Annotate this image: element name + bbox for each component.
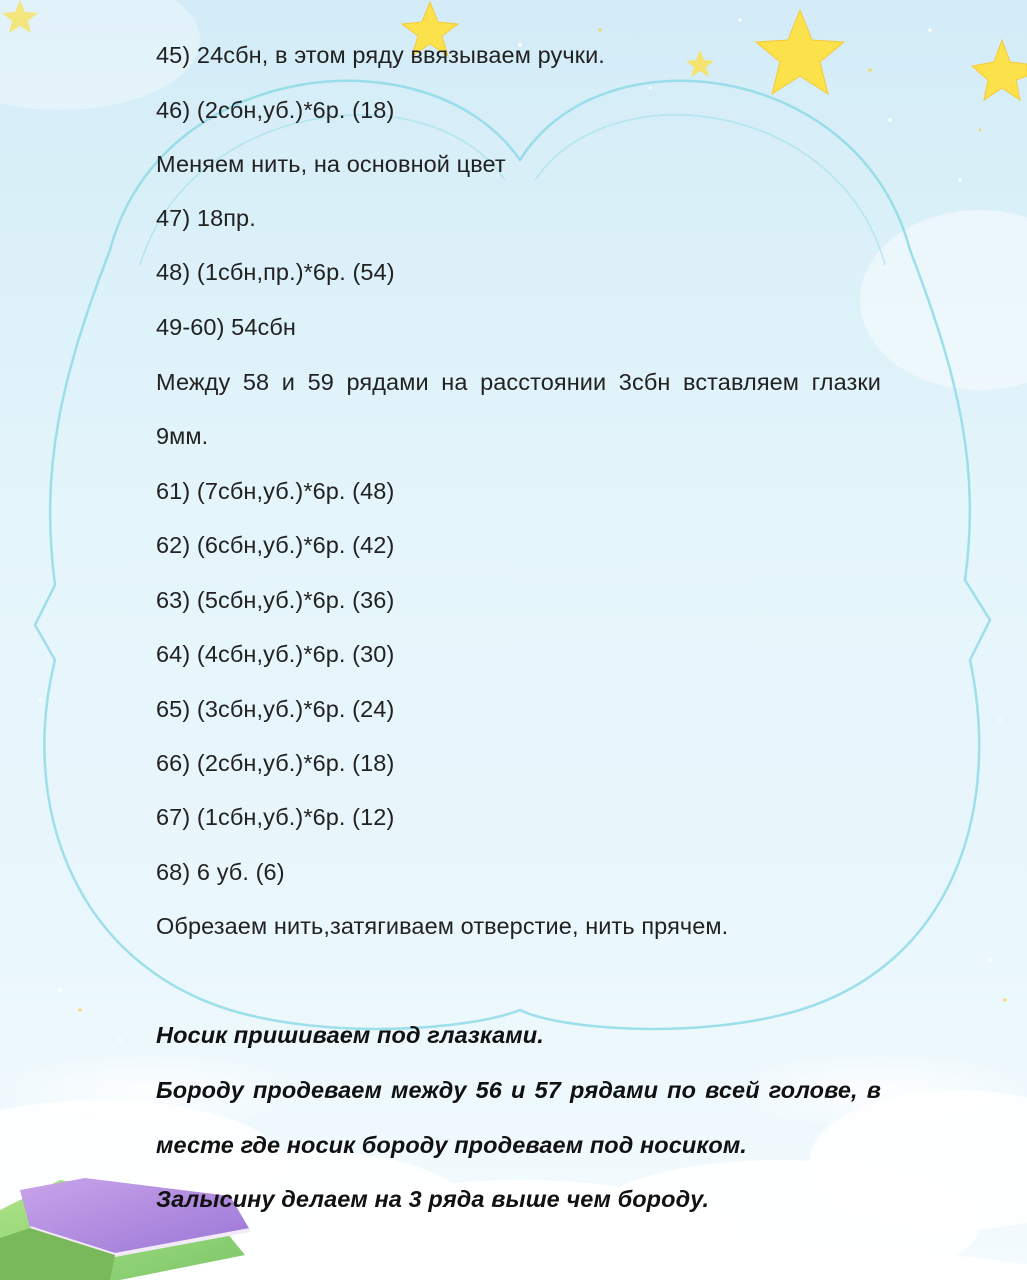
star-icon	[686, 50, 714, 77]
note-bald-spot: Залысину делаем на 3 ряда выше чем бороду.	[156, 1186, 710, 1212]
pattern-row-61: 61) (7сбн,уб.)*6р. (48)	[156, 478, 395, 504]
pattern-row-63: 63) (5сбн,уб.)*6р. (36)	[156, 587, 395, 613]
pattern-row-67: 67) (1сбн,уб.)*6р. (12)	[156, 804, 395, 830]
pattern-row-48: 48) (1сбн,пр.)*6р. (54)	[156, 259, 395, 285]
pattern-row-65: 65) (3сбн,уб.)*6р. (24)	[156, 696, 395, 722]
note-nose: Носик пришиваем под глазками.	[156, 1022, 544, 1048]
pattern-row-66: 66) (2сбн,уб.)*6р. (18)	[156, 750, 395, 776]
pattern-row-62: 62) (6сбн,уб.)*6р. (42)	[156, 532, 395, 558]
pattern-instruction-eyes-size: 9мм.	[156, 423, 209, 449]
pattern-instruction-eyes: Между 58 и 59 рядами на расстоянии 3сбн вставляем глазки	[156, 369, 881, 395]
star-icon	[972, 40, 1027, 100]
pattern-row-49-60: 49-60) 54сбн	[156, 314, 296, 340]
pattern-row-64: 64) (4сбн,уб.)*6р. (30)	[156, 641, 395, 667]
pattern-instruction-finish: Обрезаем нить,затягиваем отверстие, нить прячем.	[156, 913, 729, 939]
pattern-row-45: 45) 24сбн, в этом ряду ввязываем ручки.	[156, 42, 605, 68]
pattern-row-47: 47) 18пр.	[156, 205, 256, 231]
pattern-instruction-change-yarn: Меняем нить, на основной цвет	[156, 151, 506, 177]
pattern-row-46: 46) (2сбн,уб.)*6р. (18)	[156, 97, 395, 123]
star-icon	[756, 10, 844, 94]
note-beard: Бороду продеваем между 56 и 57 рядами по всей голове, в	[156, 1077, 881, 1103]
note-beard-continued: месте где носик бороду продеваем под носиком.	[156, 1132, 747, 1158]
pattern-row-68: 68) 6 уб. (6)	[156, 859, 285, 885]
